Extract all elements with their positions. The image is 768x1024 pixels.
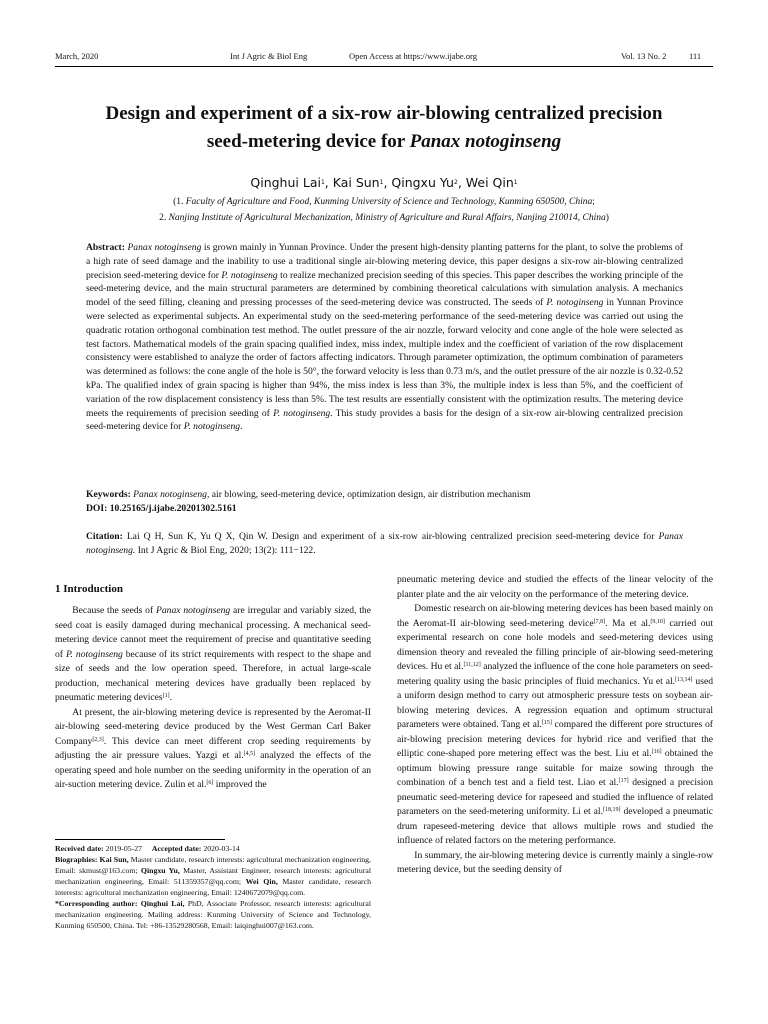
footnote-divider [55,839,225,840]
paper-title [55,100,713,156]
paragraph: Because the seeds of Panax notoginseng are irregular and variably sized, the seed coat is easily damaged during mechanical processing. A mechanical seed-metering device cannot meet the requirement of precise and quantitative seeding of P. notoginseng because of its strict requirements with respect to the shape and size of seeds and the low operation speed. Therefore, in actual large-scale production, mechanical metering devices have gradually been replaced by pneumatic metering devices[1]. [55,605,371,703]
reference-link[interactable]: [4,5] [243,751,256,757]
biographies: Biographies: Kai Sun, Master candidate, research interests: agricultural mechanization engineering, Email: skmust@163.com; Qingxu Yu, Master, Assistant Engineer, research interests: agricultural mechanization engineering, Email: 511359357@qq.com; Wei Qin, Master candidate, research interests: agricultural mechanization engineering, Email: 1240672079@qq.com. [55,855,371,897]
author-name: Kai Sun [332,175,380,190]
reference-link[interactable]: [9,10] [650,618,665,625]
title-line-1: Design and experiment of a six-row air-blowing centralized precision [105,103,663,124]
reference-link[interactable]: [7,8] [593,618,606,625]
title-species: Panax notoginseng [409,131,562,152]
header-page-number: 111 [689,51,702,61]
right-column [397,573,713,971]
paragraph: Domestic research on air-blowing metering devices has been based mainly on the Aeromat-II air-blowing seed-metering device[7,8]. Ma et al.[9,10] carried out experimental research on cone hole models and seed-metering devices using dimension theory and revealed the filling principle of air-blowing seed-metering devices. Hu et al.[11,12] analyzed the influence of the cone hole parameters on seed-metering quality using the basic principles of fluid mechanics. Yu et al.[13,14] used a uniform design method to carry out atmospheric pressure tests on soybean air-blowing metering devices. A regression equation and optimum structural parameters were obtained. Tang et al.[15] compared the different pore structures of air-blowing precision metering devices for hybrid rice and verified that the elliptic cone-shaped pore metering effect was the best. Liu et al.[16] obtained the optimum blowing pressure range suitable for maize sowing through the combination of a bench test and a field test. Liao et al.[17] designed a precision pneumatic seed-metering device for rapeseed and studied the influence of related parameters on the seed-metering uniformity. Li et al.[18,19] developed a pneumatic drum rapeseed-metering device that allows multiple rows and studied the influence of related factors on the metering performance. [397,603,713,846]
left-column [55,604,371,826]
reference-link[interactable]: [11,12] [463,662,481,668]
paragraph: In summary, the air-blowing metering device is currently mainly a single-row metering device, but the seeding density of [397,849,713,875]
paragraph: pneumatic metering device and studied the effects of the linear velocity of the planter plate and the air velocity on the performance of the metering device. [397,574,713,600]
corresponding-author: *Corresponding author: Qinghui Lai, PhD, Associate Professor, research interests: agricultural mechanization engineering. Mailing address: Kunming University of Science and Technology, Kunming 650500, China. Tel: +86-13529280568, Email: laiqinghui007@163.com. [55,899,371,930]
footnotes [55,843,371,931]
reference-link[interactable]: [17] [618,778,629,784]
header-date: March, 2020 [55,51,99,61]
title-line-2: seed-metering device for [206,131,410,152]
doi: DOI: 10.25165/j.ijabe.20201302.5161 [86,503,237,514]
reference-link[interactable]: [2,3] [92,736,104,743]
header-divider [55,66,713,67]
affiliation-1: (1. Faculty of Agriculture and Food, Kunming University of Science and Technology, Kunming 650500, China; [173,197,595,207]
reference-link[interactable]: [1] [162,693,170,699]
reference-link[interactable]: [15] [541,720,552,726]
author-list: Qinghui Lai$^1$, Kai Sun$^1$, Qingxu Yu$^2$, Wei Qin$^1$ [250,175,518,190]
reference-link[interactable]: [16] [651,749,662,755]
header-access[interactable]: Open Access at https://www.ijabe.org [349,51,477,61]
author-name: Qingxu Yu [391,175,454,190]
citation: Citation: Lai Q H, Sun K, Yu Q X, Qin W. Design and experiment of a six-row air-blowing centralized precision seed-metering device for Panax notoginseng. Int J Agric & Biol Eng, 2020; 13(2): 111−122. [86,531,683,556]
header-journal: Int J Agric & Biol Eng [230,51,308,61]
affiliation-2: 2. Nanjing Institute of Agricultural Mechanization, Ministry of Agriculture and Rural Affairs, Nanjing 210014, China) [159,213,609,223]
doi-value[interactable]: 10.25165/j.ijabe.20201302.5161 [107,503,237,514]
author-name: Qinghui Lai [250,175,321,190]
abstract: Abstract: Panax notoginseng is grown mainly in Yunnan Province. Under the present high-density planting patterns for the plant, to solve the problems of a high rate of seed damage and the inability to use a traditional single air-blowing metering device, this paper designs a six-row air-blowing centralized precision seed-metering device for P. notoginseng to realize mechanized precision seeding of this species. This paper describes the working principle of the seed-metering device, and the main structural parameters are determined by combining theoretical calculations with simulation analysis. A mechanics model of the seed filling, cleaning and pressing processes of the seed-metering device was constructed. The seeds of P. notoginseng in Yunnan Province were selected as experimental subjects. An experimental study on the seed-metering performance of the seed-metering device was carried out using the quadratic rotation orthogonal combination test method. The outlet pressure of the air nozzle, forward velocity and cone angle of the hole were selected as test factors. Mathematical models of the grain spacing qualified index, miss index, multiple index and the coefficient of variation of the row displacement consistency were established to analyze the order of factors affecting indicators. Through parameter optimization, the optimum combination of parameters was determined as follows: the cone angle of the hole is 50°, the forward velocity is less than 0.73 m/s, and the outlet pressure of the air nozzle is 0.32-0.52 kPa. The qualified index of grain spacing is higher than 94%, the miss index is less than 3%, the multiple index is less than 5%, and the coefficient of variation of the row displacement consistency is less than 5%. The test results are essentially consistent with the optimization results. The metering device meets the requirements of precision seeding of P. notoginseng. This study provides a basis for the design of a six-row air-blowing centralized precision seed-metering device for P. notoginseng. [86,242,683,433]
abstract-label: Abstract: [86,242,125,253]
reference-link[interactable]: [6] [206,780,214,786]
header-volume: Vol. 13 No. 2 [621,51,667,61]
reference-link[interactable]: [13,14] [675,676,693,683]
paragraph: At present, the air-blowing metering device is represented by the Aeromat-II air-blowing seed-metering device produced by the West German Carl Baker Company[2,3]. This device can meet different crop seeding requirements by adjusting the air pressure values. Yazgi et al.[4,5] analyzed the effects of the operating speed and hole number on the seeding uniformity in the operation of an air-suction metering device. Zulin et al.[6] improved the [55,706,371,790]
dates: Received date: 2019-05-27 Accepted date: 2020-03-14 [55,844,240,853]
author-name: Wei Qin [465,175,514,190]
section-heading: 1 Introduction [55,583,123,595]
keywords: Keywords: Panax notoginseng, air blowing, seed-metering device, optimization design, air distribution mechanism [86,489,531,500]
reference-link[interactable]: [18,19] [603,807,621,813]
